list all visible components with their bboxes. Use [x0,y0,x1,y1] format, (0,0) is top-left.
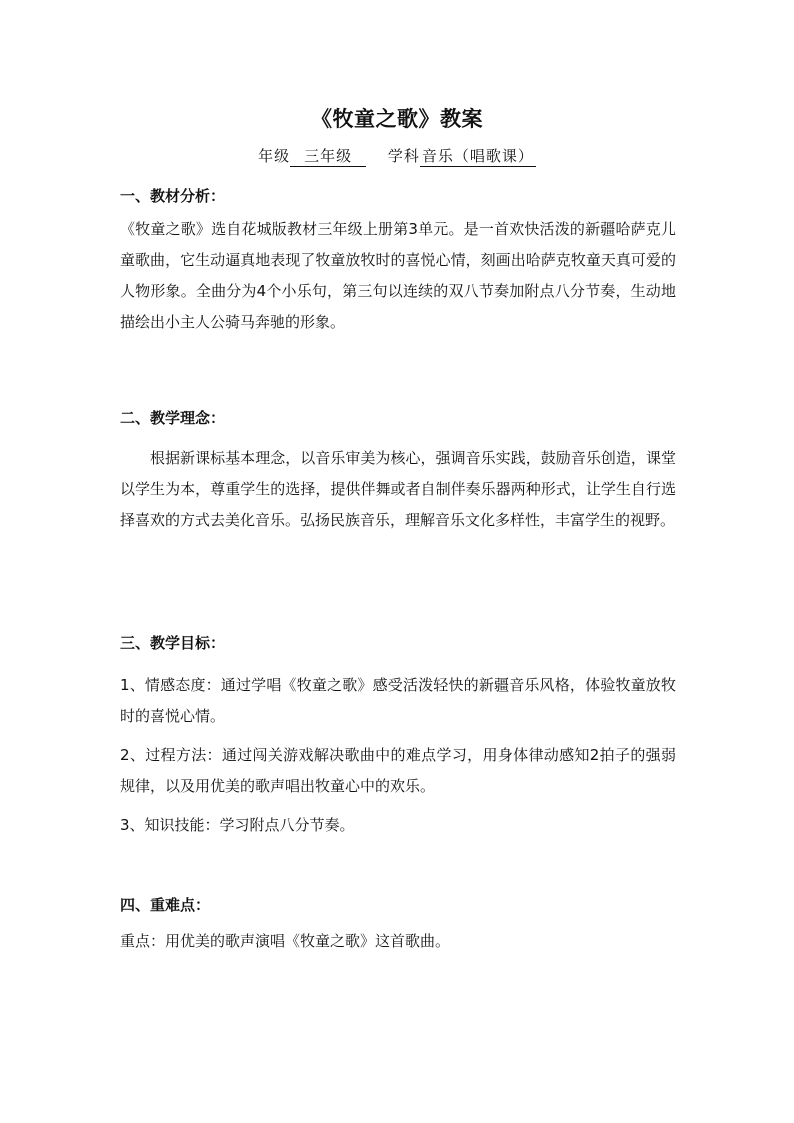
section-paragraph: 根据新课标基本理念，以音乐审美为核心，强调音乐实践，鼓励音乐创造，课堂以学生为本，尊重学生的选择，提供伴舞或者自制伴奏乐器两种形式，让学生自行选择喜欢的方式去美化音乐。弘扬民族音乐，理解音乐文化多样性，丰富学生的视野。 [120,449,676,529]
subject-label: 学科 [387,147,420,165]
section-teaching-philosophy [120,407,676,536]
goal-item: 3、知识技能：学习附点八分节奏。 [120,816,355,834]
subject-value: 音乐（唱歌课） [421,147,534,165]
grade-label: 年级 [258,147,291,165]
section-heading: 三、教学目标： [120,634,226,652]
grade-value: 三年级 [290,146,366,167]
section-key-points [120,894,676,957]
section-heading: 一、教材分析： [120,187,226,205]
goal-item: 1、情感态度：通过学唱《牧童之歌》感受活泼轻快的新疆音乐风格，体验牧童放牧时的喜悦心情。 [120,676,676,725]
doc-meta-line [0,145,794,167]
section-teaching-goals [120,632,676,841]
section-heading: 四、重难点： [120,896,211,914]
page-title: 《牧童之歌》教案 [311,107,483,131]
section-paragraph: 重点：用优美的歌声演唱《牧童之歌》这首歌曲。 [120,932,451,950]
goal-item: 2、过程方法：通过闯关游戏解决歌曲中的难点学习，用身体律动感知2拍子的强弱规律，以及用优美的歌声唱出牧童心中的欢乐。 [120,746,676,795]
section-paragraph: 《牧童之歌》选自花城版教材三年级上册第3单元。是一首欢快活泼的新疆哈萨克儿童歌曲，它生动逼真地表现了牧童放牧时的喜悦心情，刻画出哈萨克牧童天真可爱的人物形象。全曲分为4个小乐句，第三句以连续的双八节奏加附点八分节奏，生动地描绘出小主人公骑马奔驰的形象。 [120,220,676,331]
section-heading: 二、教学理念： [120,409,226,427]
section-material-analysis [120,185,676,338]
